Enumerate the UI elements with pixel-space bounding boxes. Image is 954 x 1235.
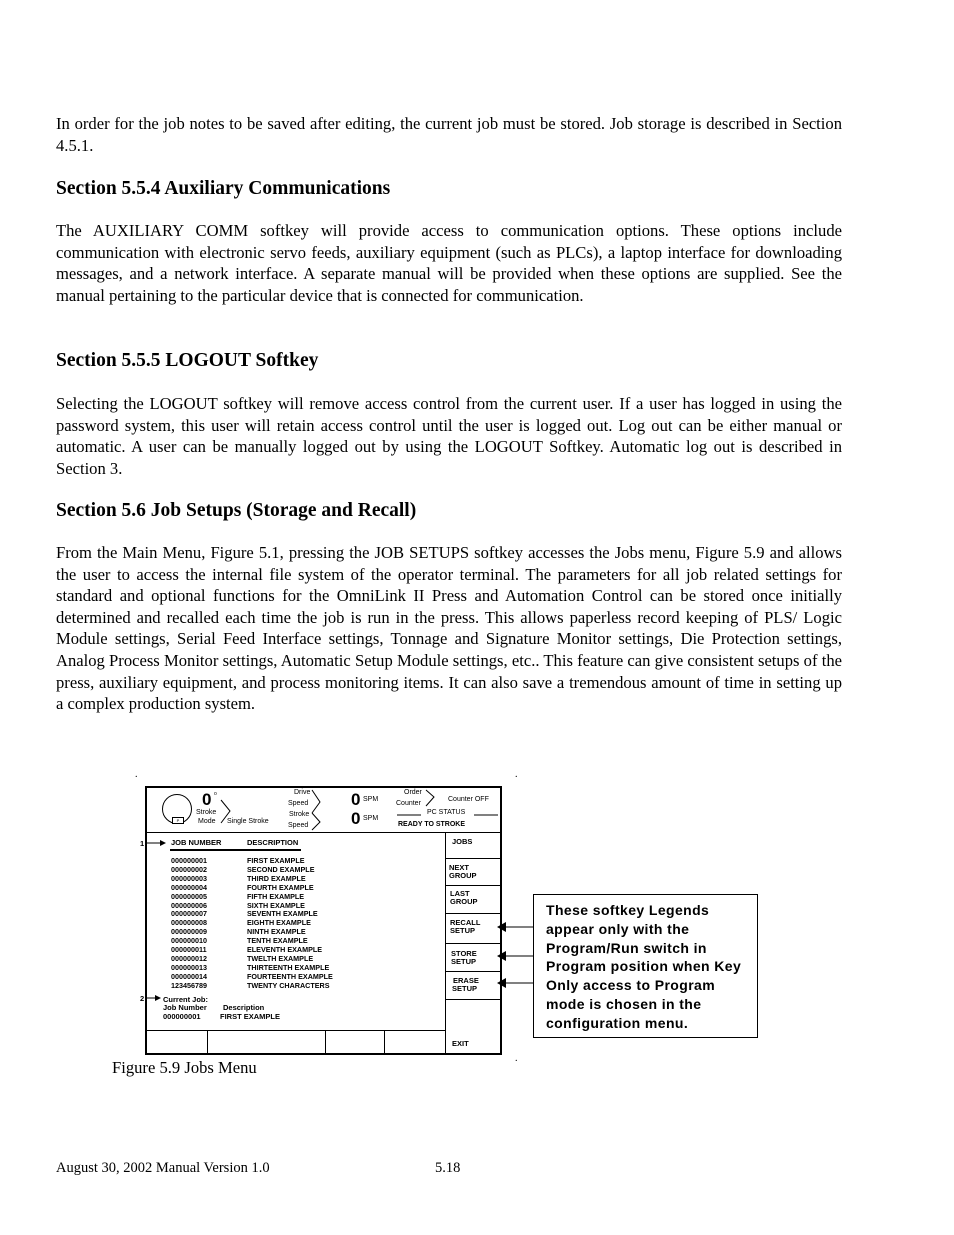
softkey-last-group[interactable]: GROUP xyxy=(450,897,478,906)
spm-unit: SPM xyxy=(363,796,379,803)
job-description[interactable]: NINTH EXAMPLE xyxy=(247,927,306,937)
pc-status-value: READY TO STROKE xyxy=(398,821,466,828)
drive-speed-value: 0 xyxy=(351,790,361,809)
heading-job-setups: Section 5.6 Job Setups (Storage and Recall) xyxy=(56,500,417,521)
chevron-right-icon xyxy=(312,790,320,813)
job-number[interactable]: 000000010 xyxy=(171,936,207,946)
current-job-number-label: Job Number xyxy=(163,1003,207,1012)
stroke-speed-value: 0 xyxy=(351,809,361,828)
job-description[interactable]: ELEVENTH EXAMPLE xyxy=(247,945,323,955)
counter-status: Counter OFF xyxy=(448,796,489,803)
softkey-store-setup[interactable]: SETUP xyxy=(451,957,477,966)
softkey-recall-setup[interactable]: RECALL xyxy=(450,918,481,927)
job-number[interactable]: 000000006 xyxy=(171,900,207,910)
job-number[interactable]: 000000014 xyxy=(171,971,207,981)
job-description[interactable]: SECOND EXAMPLE xyxy=(247,864,315,874)
arrow-head-icon xyxy=(497,978,506,988)
pc-status-label: PC STATUS xyxy=(427,809,466,816)
marker-2: 2 xyxy=(140,994,145,1003)
job-description[interactable]: TWENTY CHARACTERS xyxy=(247,980,330,990)
stroke-mode-label: Mode xyxy=(198,818,216,825)
arrow-head-icon xyxy=(497,922,506,932)
current-job-label: Current Job: xyxy=(163,995,208,1004)
heading-aux-comm: Section 5.5.4 Auxiliary Communications xyxy=(56,178,391,199)
softkey-jobs[interactable]: JOBS xyxy=(452,837,473,846)
chevron-right-icon xyxy=(426,790,434,806)
marker-1: 1 xyxy=(140,839,145,848)
job-description[interactable]: THIRD EXAMPLE xyxy=(247,873,306,883)
job-number[interactable]: 000000004 xyxy=(171,882,207,892)
softkey-store-setup[interactable]: STORE xyxy=(451,949,477,958)
arrow-head-icon xyxy=(155,995,161,1001)
softkey-last-group[interactable]: LAST xyxy=(450,889,470,898)
paragraph-aux-comm: The AUXILIARY COMM softkey will provide access to communication options. These options include communication with electronic servo feeds, auxiliary equipment (such as PLCs), a laptop interface for downloading messages, and a network interface. A separate manual will be provided when these options are supplied. See the manual pertaining to the particular device that is connected for communication. xyxy=(56,221,842,305)
degree-unit: o xyxy=(214,791,217,797)
stroke-speed-label: Speed xyxy=(288,822,309,829)
crank-angle-value: 0 xyxy=(202,790,212,809)
footer-date-version: August 30, 2002 Manual Version 1.0 xyxy=(56,1160,270,1176)
softkey-next-group[interactable]: NEXT xyxy=(449,863,470,872)
figure-caption: Figure 5.9 Jobs Menu xyxy=(112,1058,257,1077)
softkey-erase-setup[interactable]: ERASE xyxy=(453,976,479,985)
spm-unit: SPM xyxy=(363,815,379,822)
stroke-mode-label: Stroke xyxy=(196,809,217,816)
softkey-erase-setup[interactable]: SETUP xyxy=(452,984,478,993)
job-description[interactable]: FIRST EXAMPLE xyxy=(247,856,305,865)
figure-corner-dot: . xyxy=(515,769,518,780)
job-number[interactable]: 000000008 xyxy=(171,918,207,928)
job-description[interactable]: THIRTEENTH EXAMPLE xyxy=(247,962,330,972)
paragraph-job-setups: From the Main Menu, Figure 5.1, pressing the JOB SETUPS softkey accesses the Jobs menu, Figure 5.9 and allows the user to access the internal file system of the operator terminal. The parameters for all job related settings for standard and optional functions for the OmniLink II Press and Automation Control can be stored once initially determined and recalled each time the job is run in the press. This allows paperless record keeping of PLS/ Logic Module settings, Serial Feed Interface settings, Tonnage and Signature Monitor settings, Die Protection settings, Analog Process Monitor settings, Automatic Setup Module settings, etc.. This feature can give consistent setups of the press, auxiliary equipment, and process monitoring items. It can also save a tremendous amount of time in setting up a complex production system. xyxy=(56,543,842,714)
page-number: 5.18 xyxy=(435,1160,461,1176)
job-number[interactable]: 000000012 xyxy=(171,953,207,963)
paragraph-intro: In order for the job notes to be saved after editing, the current job must be stored. Job storage is described in Section 4.5.1. xyxy=(56,114,842,155)
drive-speed-label: Speed xyxy=(288,800,309,807)
softkey-next-group[interactable]: GROUP xyxy=(449,871,477,880)
gauge-indicator: P xyxy=(172,817,184,824)
chevron-right-icon xyxy=(312,813,320,830)
paragraph-logout: Selecting the LOGOUT softkey will remove access control from the current user. If a user has logged in using the password system, this user will retain access control until the user is logged out. Log out can be either manual or automatic. A user can be manually logged out by using the LOGOUT Softkey. Automatic log out is described in Section 3. xyxy=(56,394,842,478)
arrow-head-icon xyxy=(497,951,506,961)
stroke-speed-label: Stroke xyxy=(289,811,310,818)
current-job-number: 000000001 xyxy=(163,1012,201,1021)
job-description[interactable]: FOURTEENTH EXAMPLE xyxy=(247,971,333,981)
current-job-description: FIRST EXAMPLE xyxy=(220,1012,281,1021)
job-number[interactable]: 123456789 xyxy=(171,980,207,990)
figure-corner-dot: . xyxy=(135,769,138,780)
job-number[interactable]: 000000002 xyxy=(171,864,207,874)
arrow-head-icon xyxy=(160,840,166,846)
job-description[interactable]: FOURTH EXAMPLE xyxy=(247,882,314,892)
job-number[interactable]: 000000013 xyxy=(171,962,207,972)
chevron-right-icon xyxy=(221,800,230,823)
job-description[interactable]: EIGHTH EXAMPLE xyxy=(247,918,311,928)
job-number[interactable]: 000000009 xyxy=(171,927,207,937)
job-description[interactable]: TWELTH EXAMPLE xyxy=(247,953,314,963)
job-number[interactable]: 000000001 xyxy=(171,856,207,865)
job-number[interactable]: 000000005 xyxy=(171,891,207,901)
softkey-recall-setup[interactable]: SETUP xyxy=(450,926,476,935)
column-header-job-number: JOB NUMBER xyxy=(171,838,222,847)
job-description[interactable]: TENTH EXAMPLE xyxy=(247,936,308,946)
job-number[interactable]: 000000003 xyxy=(171,873,207,883)
job-number[interactable]: 000000007 xyxy=(171,909,207,919)
figure-corner-dot: . xyxy=(515,1053,518,1064)
job-description[interactable]: SIXTH EXAMPLE xyxy=(247,900,305,910)
column-header-description: DESCRIPTION xyxy=(247,838,299,847)
job-description[interactable]: FIFTH EXAMPLE xyxy=(247,891,305,901)
current-job-description-label: Description xyxy=(223,1003,265,1012)
order-counter-label: Counter xyxy=(396,800,421,807)
stroke-mode-value: Single Stroke xyxy=(227,818,269,825)
softkey-exit[interactable]: EXIT xyxy=(452,1039,469,1048)
job-description[interactable]: SEVENTH EXAMPLE xyxy=(247,909,318,919)
job-number[interactable]: 000000011 xyxy=(171,945,207,955)
order-counter-label: Order xyxy=(404,789,422,796)
heading-logout: Section 5.5.5 LOGOUT Softkey xyxy=(56,350,319,371)
drive-speed-label: Drive xyxy=(294,789,311,796)
softkey-legend-note: These softkey Legends appear only with the Program/Run switch in Program position when Key Only access to Program mode is chosen in the configuration menu. xyxy=(533,894,758,1038)
